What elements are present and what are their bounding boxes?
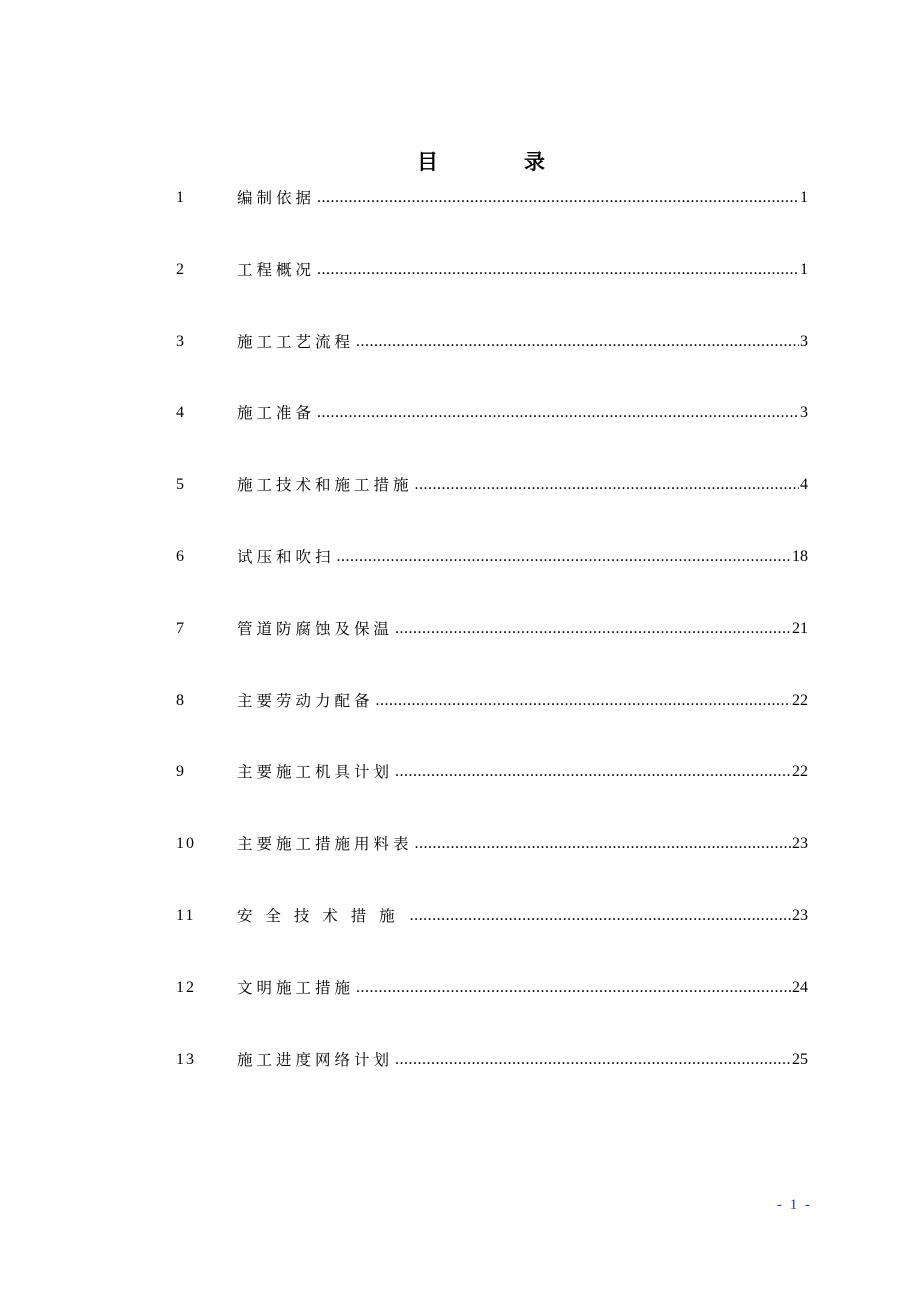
toc-entry-title: 主要施工措施用料表 [237, 835, 413, 854]
toc-entry-page: 21 [792, 619, 808, 637]
toc-entry-number: 12 [176, 978, 196, 996]
toc-entry[interactable] [176, 256, 808, 328]
toc-entry-title: 施工工艺流程 [237, 332, 355, 351]
toc-dot-leader [410, 902, 791, 930]
toc-dot-leader [317, 399, 799, 427]
toc-entry-title: 安 全 技 术 措 施 [237, 906, 408, 925]
toc-entry-number: 3 [176, 332, 186, 350]
toc-entry-title: 文明施工措施 [237, 978, 355, 997]
toc-entry-page: 4 [800, 476, 808, 494]
toc-entry-page: 3 [800, 404, 808, 422]
toc-dot-leader [317, 184, 799, 212]
toc-entry[interactable] [176, 1046, 808, 1118]
toc-title-char-2: 录 [524, 150, 545, 174]
toc-entry-number: 5 [176, 476, 186, 494]
toc-entry-number: 9 [176, 763, 186, 781]
page-number-footer: - 1 - [777, 1197, 812, 1213]
toc-dot-leader [395, 758, 791, 786]
toc-entry-title: 施工技术和施工措施 [237, 476, 413, 495]
toc-entry-page: 3 [800, 332, 808, 350]
toc-entry-title: 管道防腐蚀及保温 [237, 619, 394, 638]
toc-dot-leader [395, 615, 791, 643]
toc-entry-title: 工程概况 [237, 260, 316, 279]
toc-entry[interactable] [176, 830, 808, 902]
toc-entry-title: 主要劳动力配备 [237, 691, 374, 710]
toc-entry-title: 施工进度网络计划 [237, 1050, 394, 1069]
toc-entry[interactable] [176, 615, 808, 687]
toc-entry[interactable] [176, 758, 808, 830]
toc-entry-title: 编制依据 [237, 189, 316, 207]
toc-dot-leader [395, 1046, 791, 1074]
toc-dot-leader [415, 830, 791, 858]
toc-title-char-1: 目 [417, 150, 438, 174]
toc-entry-title: 主要施工机具计划 [237, 763, 394, 782]
toc-entry-page: 23 [792, 835, 808, 853]
toc-entry-page: 1 [800, 260, 808, 278]
toc-entry[interactable] [176, 543, 808, 615]
toc-entry-page: 18 [792, 547, 808, 565]
toc-entry[interactable] [176, 184, 808, 256]
toc-entry[interactable] [176, 471, 808, 543]
toc-entry-number: 10 [176, 835, 196, 853]
toc-entry-page: 1 [800, 189, 808, 206]
toc-entry-number: 1 [176, 189, 186, 206]
toc-dot-leader [415, 471, 799, 499]
toc-entry[interactable] [176, 399, 808, 471]
toc-dot-leader [356, 974, 791, 1002]
toc-title [0, 147, 920, 177]
toc-entry[interactable] [176, 687, 808, 759]
toc-entry-number: 7 [176, 619, 186, 637]
toc-list [176, 184, 808, 1117]
toc-entry-number: 6 [176, 547, 186, 565]
toc-entry-title: 施工准备 [237, 404, 316, 423]
toc-dot-leader [317, 256, 799, 284]
toc-entry-page: 25 [792, 1050, 808, 1068]
toc-dot-leader [356, 328, 799, 356]
toc-entry-page: 24 [792, 978, 808, 996]
toc-entry-number: 4 [176, 404, 186, 422]
toc-entry-number: 11 [176, 906, 196, 924]
toc-entry-title: 试压和吹扫 [237, 547, 335, 566]
toc-dot-leader [337, 543, 791, 571]
toc-entry-page: 22 [792, 763, 808, 781]
toc-entry-page: 22 [792, 691, 808, 709]
toc-entry-number: 13 [176, 1050, 196, 1068]
toc-entry-page: 23 [792, 906, 808, 924]
toc-dot-leader [376, 687, 791, 715]
toc-entry-number: 8 [176, 691, 186, 709]
toc-entry[interactable] [176, 974, 808, 1046]
toc-entry-number: 2 [176, 260, 186, 278]
toc-entry[interactable] [176, 902, 808, 974]
toc-entry[interactable] [176, 328, 808, 400]
